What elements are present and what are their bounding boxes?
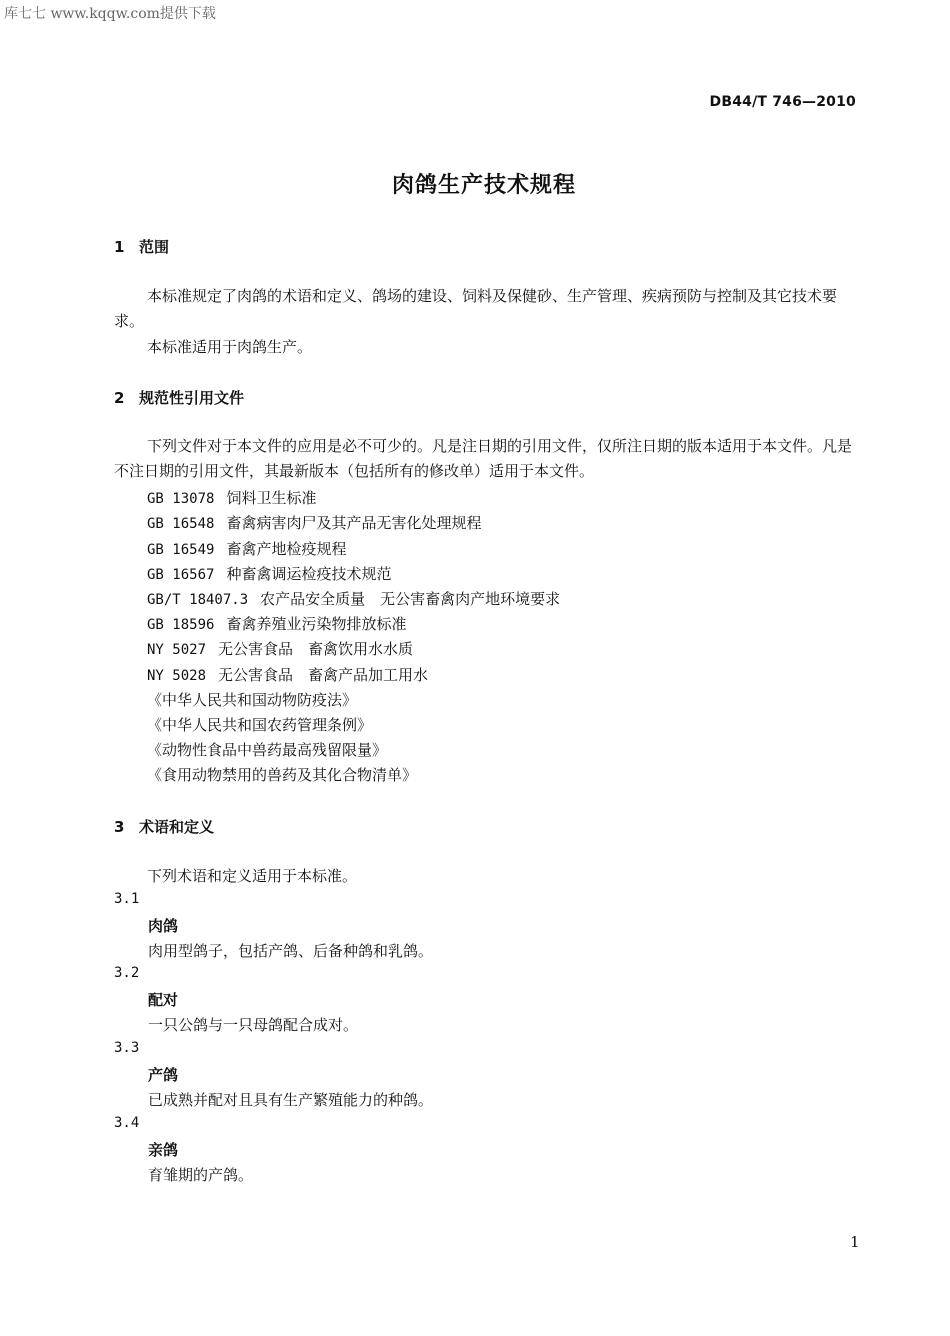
reference-name: 农产品安全质量 无公害畜禽肉产地环境要求 (260, 590, 561, 608)
reference-code: GB 16549 (147, 542, 215, 558)
subsection-number: 3.3 (114, 1040, 140, 1056)
reference-item (147, 613, 406, 634)
term-definition: 肉用型鸽子，包括产鸽、后备种鸽和乳鸽。 (148, 942, 434, 960)
page-title: 肉鸽生产技术规程 (391, 173, 576, 198)
section-number: 1 (114, 238, 125, 256)
section-number: 3 (114, 818, 125, 836)
reference-name: 畜禽病害肉尸及其产品无害化处理规程 (226, 514, 482, 532)
law-reference: 《动物性食品中兽药最高残留限量》 (147, 741, 388, 759)
terms-intro: 下列术语和定义适用于本标准。 (147, 867, 358, 885)
law-reference: 《中华人民共和国动物防疫法》 (147, 691, 358, 709)
subsection-number: 3.1 (114, 891, 140, 907)
reference-item (147, 638, 413, 659)
term-definition: 育雏期的产鸽。 (148, 1166, 254, 1184)
term-name: 配对 (148, 991, 179, 1009)
subsection-number: 3.4 (114, 1115, 140, 1131)
reference-name: 畜禽养殖业污染物排放标准 (226, 615, 407, 633)
reference-name: 畜禽产地检疫规程 (226, 540, 347, 558)
term-definition: 一只公鸽与一只母鸽配合成对。 (148, 1016, 359, 1034)
reference-name: 无公害食品 畜禽饮用水水质 (218, 640, 414, 658)
reference-code: GB 16567 (147, 567, 215, 583)
section-heading-2 (114, 387, 244, 408)
reference-item (147, 538, 346, 559)
section-title: 术语和定义 (139, 818, 215, 836)
watermark: 库七七 www.kqqw.com提供下载 (4, 6, 216, 22)
document-number: DB44/T 746—2010 (709, 94, 856, 110)
reference-item (147, 512, 481, 533)
term-name: 亲鸽 (148, 1141, 179, 1159)
reference-item (147, 588, 560, 609)
term-definition: 已成熟并配对且具有生产繁殖能力的种鸽。 (148, 1091, 434, 1109)
reference-code: NY 5028 (147, 668, 207, 684)
page-number: 1 (850, 1233, 860, 1251)
term-name: 肉鸽 (148, 917, 179, 935)
section-heading-3 (114, 816, 214, 837)
section-heading-1 (114, 236, 169, 257)
reference-name: 无公害食品 畜禽产品加工用水 (218, 666, 429, 684)
subsection-number: 3.2 (114, 965, 140, 981)
reference-code: GB/T 18407.3 (147, 592, 249, 608)
reference-name: 种畜禽调运检疫技术规范 (226, 565, 392, 583)
reference-item (147, 664, 428, 685)
scope-paragraph: 本标准规定了肉鸽的术语和定义、鸽场的建设、饲料及保健砂、生产管理、疾病预防与控制及其它技术要求。 (114, 287, 838, 330)
reference-code: GB 16548 (147, 516, 215, 532)
section-title: 范围 (139, 238, 170, 256)
reference-code: GB 18596 (147, 617, 215, 633)
scope-applicability: 本标准适用于肉鸽生产。 (147, 338, 313, 356)
term-name: 产鸽 (148, 1066, 179, 1084)
section-number: 2 (114, 389, 125, 407)
reference-code: NY 5027 (147, 642, 207, 658)
law-reference: 《中华人民共和国农药管理条例》 (147, 716, 373, 734)
reference-item (147, 487, 316, 508)
references-intro: 下列文件对于本文件的应用是必不可少的。凡是注日期的引用文件，仅所注日期的版本适用于本文件。凡是不注日期的引用文件，其最新版本（包括所有的修改单）适用于本文件。 (114, 437, 853, 480)
reference-code: GB 13078 (147, 491, 215, 507)
section-title: 规范性引用文件 (139, 389, 245, 407)
reference-name: 饲料卫生标准 (226, 489, 317, 507)
reference-item (147, 563, 391, 584)
law-reference: 《食用动物禁用的兽药及其化合物清单》 (147, 766, 418, 784)
